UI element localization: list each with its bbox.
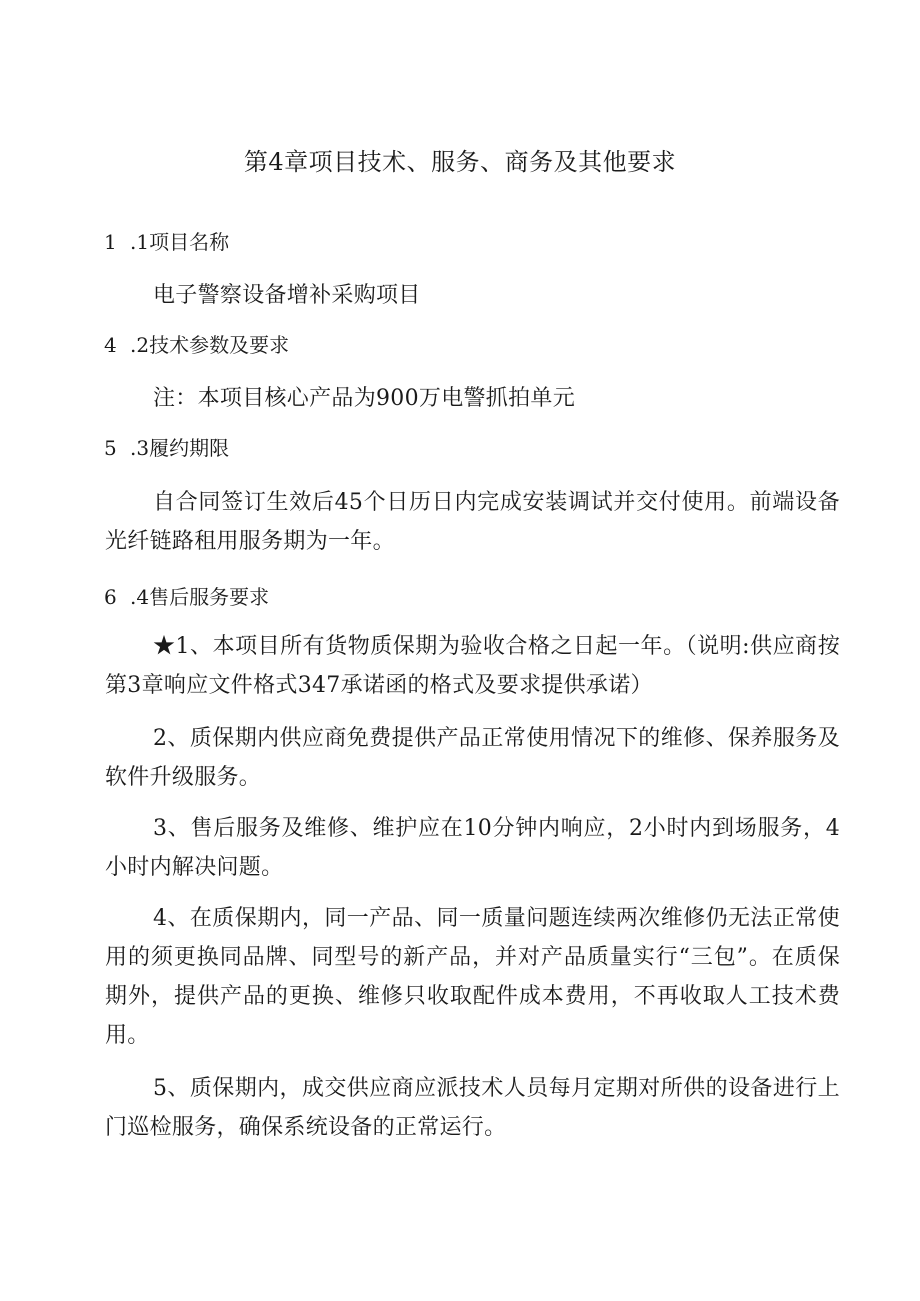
section-title: .2技术参数及要求 bbox=[130, 333, 290, 357]
paragraph-response-time: 3、售后服务及维修、维护应在10分钟内响应，2小时内到场服务，4小时内解决问题。 bbox=[105, 816, 840, 880]
paragraph-monthly-inspection: 5、质保期内，成交供应商应派技术人员每月定期对所供的设备进行上门巡检服务，确保系统设备的正常运行。 bbox=[105, 1076, 840, 1140]
section-heading-performance-period bbox=[104, 434, 229, 462]
paragraph-free-maintenance: 2、质保期内供应商免费提供产品正常使用情况下的维修、保养服务及软件升级服务。 bbox=[105, 726, 840, 790]
section-heading-project-name bbox=[104, 228, 229, 256]
section-number: 4 bbox=[104, 333, 117, 357]
section-number: 5 bbox=[104, 436, 117, 460]
section-title: .3履约期限 bbox=[130, 436, 230, 460]
section-heading-after-sales bbox=[104, 583, 269, 611]
section-title: .1项目名称 bbox=[130, 230, 230, 254]
paragraph-product-replacement: 4、在质保期内，同一产品、同一质量问题连续两次维修仍无法正常使用的须更换同品牌、同型号的新产品，并对产品质量实行“三包”。在质保期外，提供产品的更换、维修只收取配件成本费用，不再收取人工技术费用。 bbox=[105, 906, 840, 1048]
paragraph-project-name: 电子警察设备增补采购项目 bbox=[153, 283, 421, 308]
paragraph-performance-period: 自合同签订生效后45个日历日内完成安装调试并交付使用。前端设备光纤链路租用服务期为一年。 bbox=[105, 490, 840, 554]
section-number: 1 bbox=[104, 230, 117, 254]
paragraph-warranty-period: ★1、本项目所有货物质保期为验收合格之日起一年。（说明:供应商按第3章响应文件格式347承诺函的格式及要求提供承诺） bbox=[105, 634, 840, 698]
section-number: 6 bbox=[104, 585, 117, 609]
chapter-title: 第4章项目技术、服务、商务及其他要求 bbox=[243, 148, 677, 176]
paragraph-core-product-note: 注：本项目核心产品为900万电警抓拍单元 bbox=[153, 386, 575, 411]
section-title: .4售后服务要求 bbox=[130, 585, 270, 609]
section-heading-tech-params bbox=[104, 331, 289, 359]
